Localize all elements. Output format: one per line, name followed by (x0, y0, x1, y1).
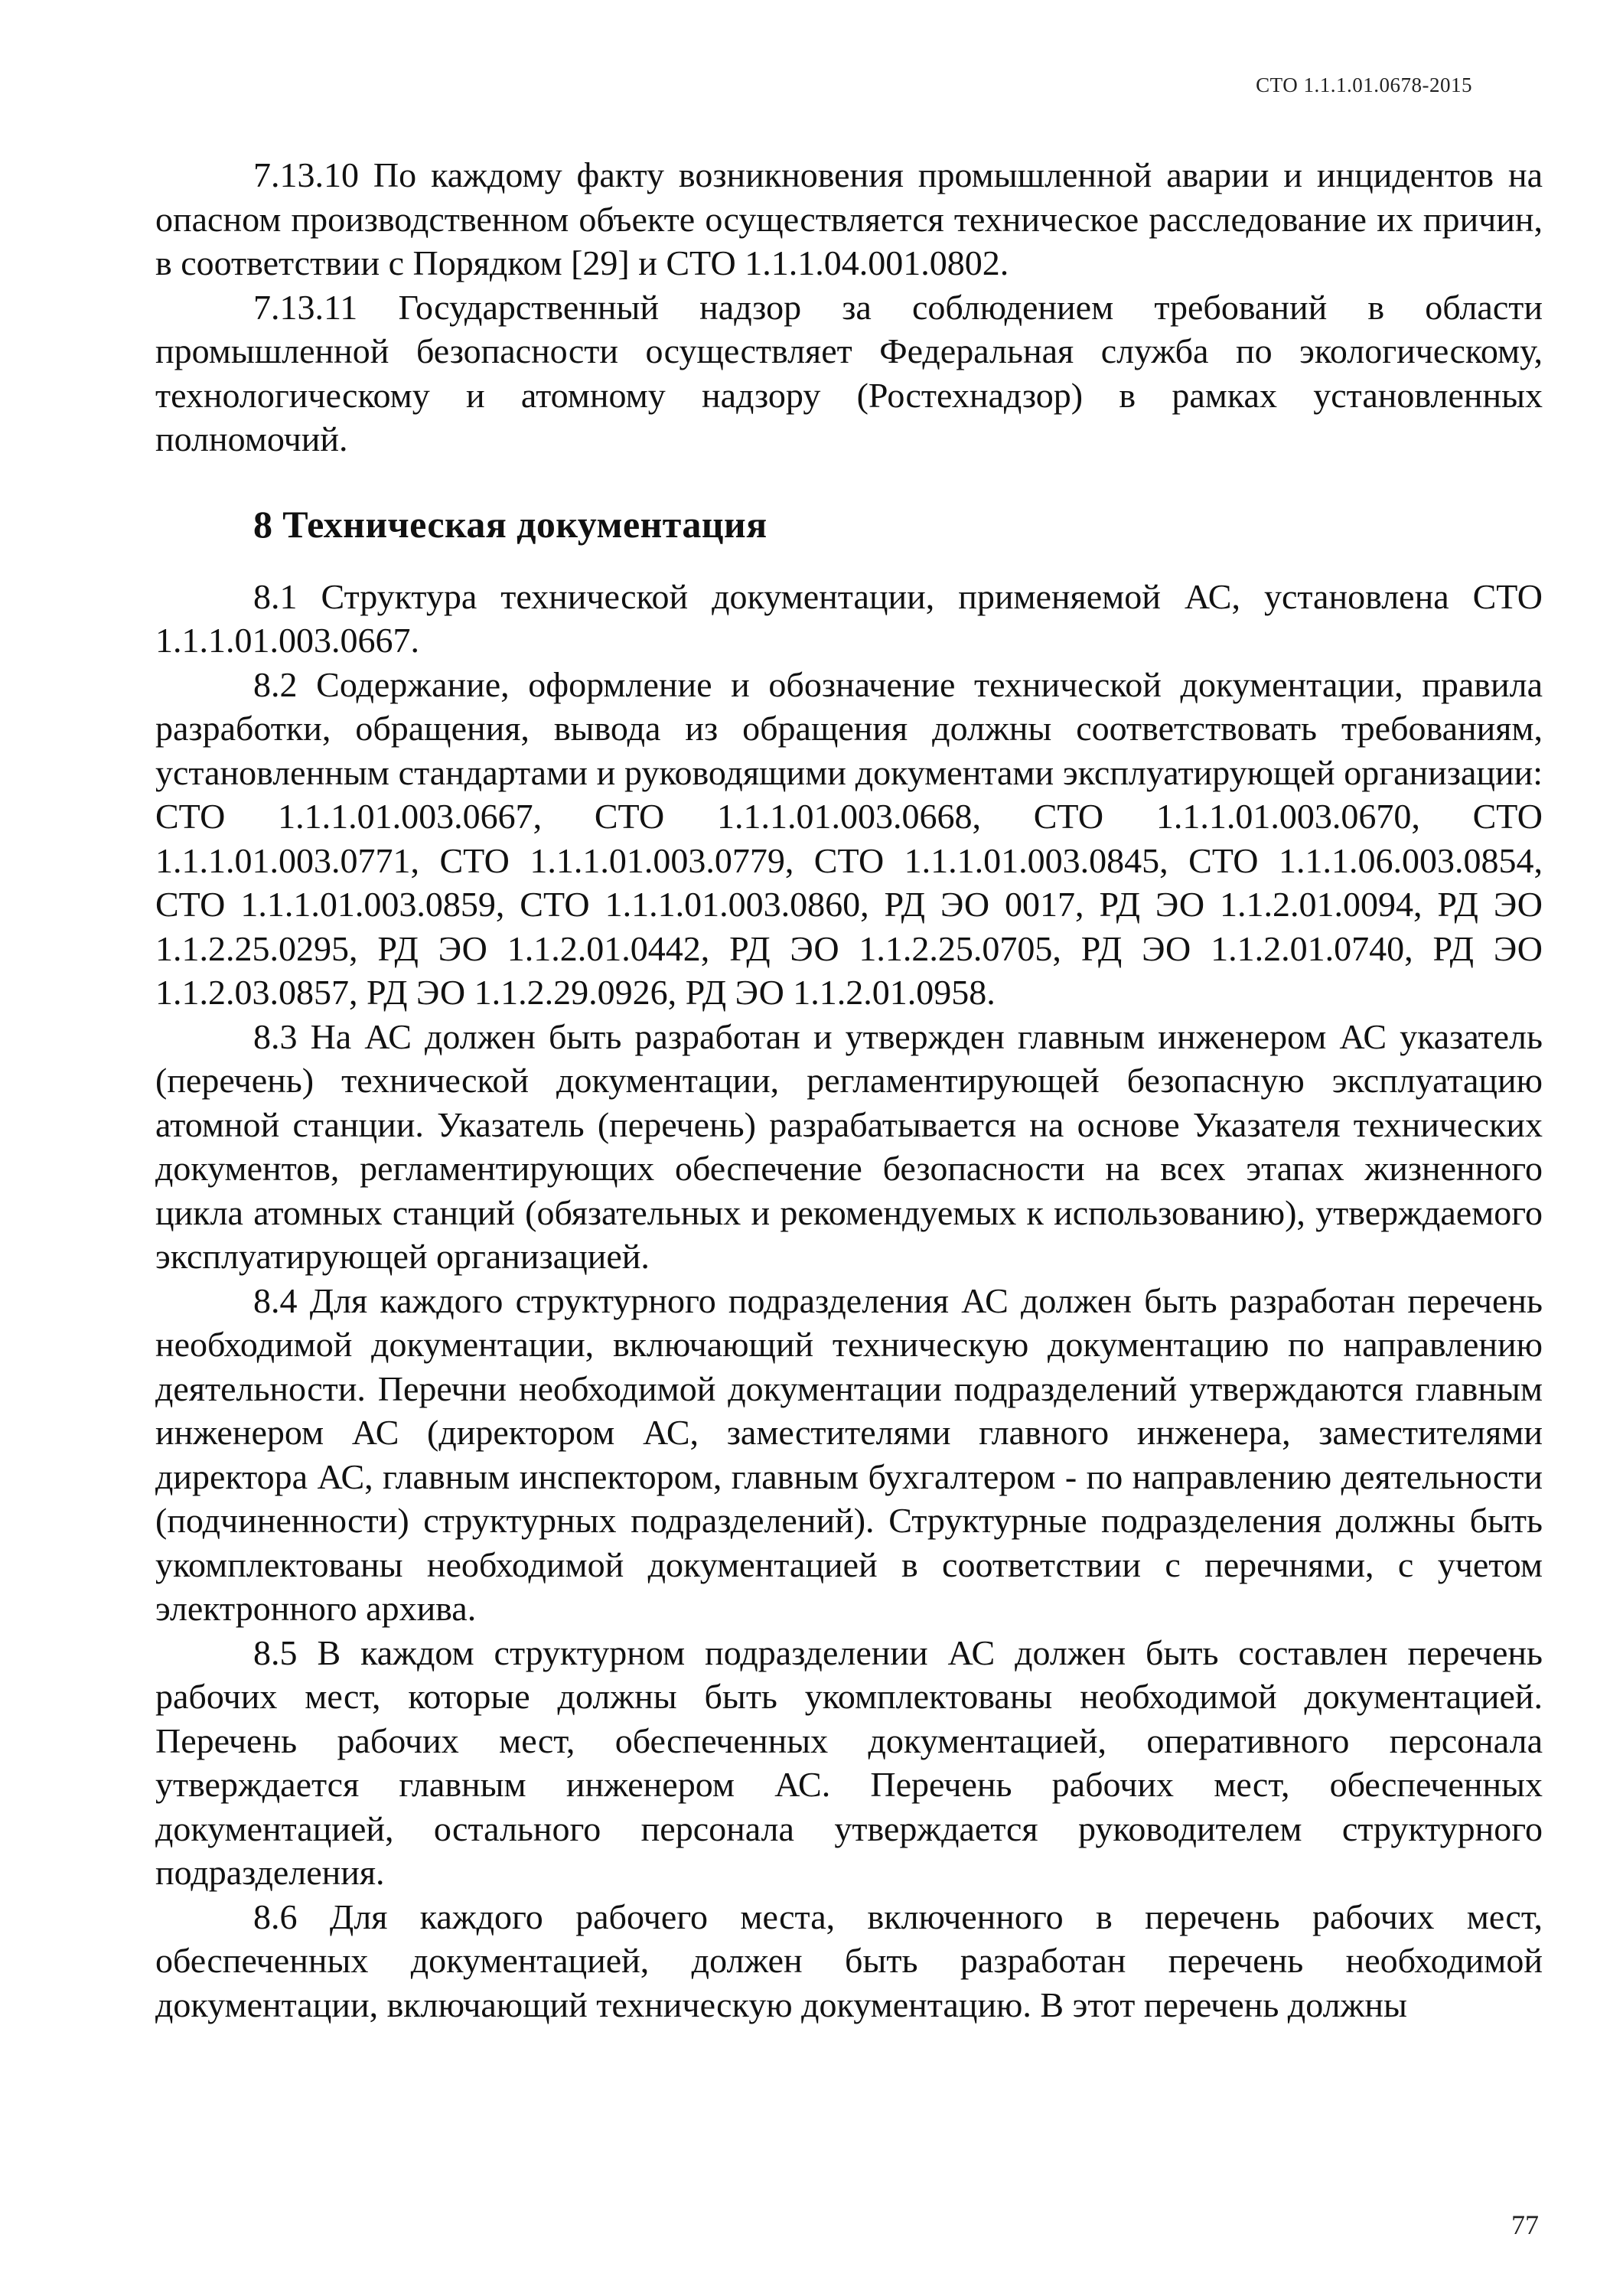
paragraph-8-3: 8.3 На АС должен быть разработан и утвержден главным инженером АС указатель (перечень) технической документации, регламентирующей безопасную эксплуатацию атомной станции. Указатель (перечень) разрабатывается на основе Указателя технических документов, регламентирующих обеспечение безопасности на всех этапах жизненного цикла атомных станций (обязательных и рекомендуемых к использованию), утверждаемого эксплуатирующей организацией. (155, 1016, 1543, 1276)
paragraph-8-5: 8.5 В каждом структурном подразделении АС должен быть составлен перечень рабочих мест, которые должны быть укомплектованы необходимой документацией. Перечень рабочих мест, обеспеченных документацией, оперативного персонала утверждается главным инженером АС. Перечень рабочих мест, обеспеченных документацией, остального персонала утверждается руководителем структурного подразделения. (155, 1632, 1543, 1892)
paragraph-7-13-10: 7.13.10 По каждому факту возникновения промышленной аварии и инцидентов на опасном производственном объекте осуществляется техническое расследование их причин, в соответствии с Порядком [29] и СТО 1.1.1.04.001.0802. (155, 155, 1543, 282)
document-code-header: СТО 1.1.1.01.0678-2015 (1256, 73, 1472, 96)
paragraph-8-6: 8.6 Для каждого рабочего места, включенного в перечень рабочих мест, обеспеченных документацией, должен быть разработан перечень необходимой документации, включающий техническую документацию. В этот перечень должны (155, 1896, 1543, 2024)
page-content (155, 153, 1543, 2027)
page-number: 77 (1511, 2210, 1539, 2240)
paragraph-8-4: 8.4 Для каждого структурного подразделения АС должен быть разработан перечень необходимой документации, включающий техническую документацию по направлению деятельности. Перечни необходимой документации подразделений утверждаются главным инженером АС (директором АС, заместителями главного инженера, заместителями директора АС, главным инспектором, главным бухгалтером - по направлению деятельности (подчиненности) структурных подразделений). Структурные подразделения должны быть укомплектованы необходимой документацией в соответствии с перечнями, с учетом электронного архива. (155, 1280, 1543, 1628)
paragraph-7-13-11: 7.13.11 Государственный надзор за соблюдением требований в области промышленной безопасности осуществляет Федеральная служба по экологическому, технологическому и атомному надзору (Ростехнадзор) в рамках установленных полномочий. (155, 287, 1543, 458)
section-heading: 8 Техническая документация (253, 502, 768, 546)
paragraph-8-2: 8.2 Содержание, оформление и обозначение технической документации, правила разработки, обращения, вывода из обращения должны соответствовать требованиям, установленным стандартами и руководящими документами эксплуатирующей организации: СТО 1.1.1.01.003.0667, СТО 1.1.1.01.003.0668, СТО 1.1.1.01.003.0670, СТО 1.1.1.01.003.0771, СТО 1.1.1.01.003.0779, СТО 1.1.1.01.003.0845, СТО 1.1.1.06.003.0854, СТО 1.1.1.01.003.0859, СТО 1.1.1.01.003.0860, РД ЭО 0017, РД ЭО 1.1.2.01.0094, РД ЭО 1.1.2.25.0295, РД ЭО 1.1.2.01.0442, РД ЭО 1.1.2.25.0705, РД ЭО 1.1.2.01.0740, РД ЭО 1.1.2.03.0857, РД ЭО 1.1.2.29.0926, РД ЭО 1.1.2.01.0958. (155, 664, 1543, 1012)
paragraph-8-1: 8.1 Структура технической документации, применяемой АС, установлена СТО 1.1.1.01.003.0667. (155, 576, 1543, 660)
